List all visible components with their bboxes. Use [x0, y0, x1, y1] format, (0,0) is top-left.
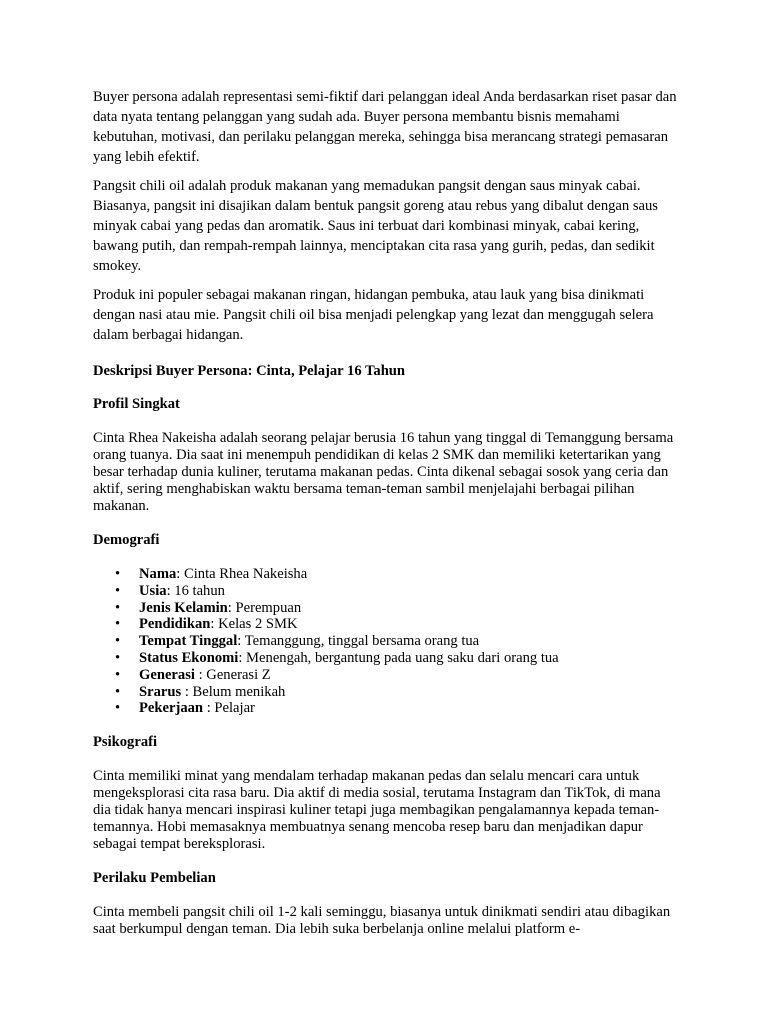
- demografi-value: : Menengah, bergantung pada uang saku dari orang tua: [238, 649, 559, 666]
- perilaku-heading: Perilaku Pembelian: [93, 870, 216, 887]
- bullet-icon: •: [115, 700, 121, 717]
- demografi-item-jenis-kelamin: [115, 599, 680, 617]
- demografi-item-status-ekonomi: [115, 649, 680, 667]
- demografi-value: : Kelas 2 SMK: [210, 616, 298, 633]
- psikografi-text: Cinta memiliki minat yang mendalam terhadap makanan pedas dan selalu mencari cara untuk mengeksplorasi cita rasa baru. Dia aktif di media sosial, terutama Instagram dan TikTok, di mana dia tidak hanya mencari inspirasi kuliner tetapi juga membagikan pengalamannya kepada teman-temannya. Hobi memasaknya membuatnya senang mencoba resep baru dan menjadikan dapur sebagai tempat bereksplorasi.: [93, 768, 661, 853]
- demografi-value: : Perempuan: [227, 599, 302, 616]
- demografi-value: : 16 tahun: [166, 582, 225, 599]
- demografi-heading: Demografi: [93, 532, 160, 548]
- perilaku-text: Cinta membeli pangsit chili oil 1-2 kali seminggu, biasanya untuk dinikmati sendiri atau dibagikan saat berkumpul dengan teman. Dia lebih suka berbelanja online melalui platform e-: [93, 904, 671, 938]
- psikografi-heading: Psikografi: [93, 734, 158, 751]
- profil-heading: Profil Singkat: [93, 396, 180, 412]
- demografi-term: Pekerjaan: [139, 700, 204, 717]
- intro-paragraph-2: Pangsit chili oil adalah produk makanan yang memadukan pangsit dengan saus minyak cabai. Biasanya, pangsit ini disajikan dalam bentuk pangsit goreng atau rebus yang dibalut dengan saus minyak cabai yang pedas dan aromatik. Saus ini terbuat dari kombinasi minyak, cabai kering, bawang putih, dan rempah-rempah lainnya, menciptakan cita rasa yang gurih, pedas, dan sedikit smokey.: [93, 178, 658, 274]
- demografi-item-srarus: [115, 683, 680, 701]
- demografi-item-generasi: [115, 666, 680, 684]
- bullet-icon: •: [115, 649, 121, 666]
- demografi-term: Tempat Tinggal: [139, 633, 238, 650]
- demografi-term: Usia: [139, 582, 167, 599]
- demografi-value: : Generasi Z: [194, 666, 271, 683]
- demografi-item-pendidikan: [115, 616, 680, 633]
- demografi-term: Srarus: [139, 683, 182, 700]
- bullet-icon: •: [115, 566, 121, 582]
- bullet-icon: •: [115, 582, 121, 599]
- demografi-term: Jenis Kelamin: [139, 599, 228, 616]
- demografi-term: Status Ekonomi: [139, 649, 239, 666]
- demografi-value: : Belum menikah: [181, 683, 286, 700]
- demografi-value: : Temanggung, tinggal bersama orang tua: [237, 633, 480, 650]
- profil-text: Cinta Rhea Nakeisha adalah seorang pelajar berusia 16 tahun yang tinggal di Temanggung bersama orang tuanya. Dia saat ini menempuh pendidikan di kelas 2 SMK dan memiliki ketertarikan yang besar terhadap dunia kuliner, terutama makanan pedas. Cinta dikenal sebagai sosok yang ceria dan aktif, sering menghabiskan waktu bersama teman-teman sambil menjelajahi berbagai pilihan makanan.: [93, 430, 674, 514]
- bullet-icon: •: [115, 633, 121, 650]
- bullet-icon: •: [115, 599, 121, 616]
- intro-paragraph-1: Buyer persona adalah representasi semi-fiktif dari pelanggan ideal Anda berdasarkan riset pasar dan data nyata tentang pelanggan yang sudah ada. Buyer persona membantu bisnis memahami kebutuhan, motivasi, dan perilaku pelanggan mereka, sehingga bisa merancang strategi pemasaran yang lebih efektif.: [93, 89, 677, 165]
- demografi-value: : Pelajar: [203, 700, 255, 717]
- intro-paragraph-3: Produk ini populer sebagai makanan ringan, hidangan pembuka, atau lauk yang bisa dinikmati dengan nasi atau mie. Pangsit chili oil bisa menjadi pelengkap yang lezat dan menggugah selera dalam berbagai hidangan.: [93, 287, 654, 343]
- demografi-item-nama: [115, 566, 680, 583]
- demografi-item-pekerjaan: [115, 700, 680, 717]
- demografi-item-tempat-tinggal: [115, 633, 680, 650]
- demografi-term: Nama: [139, 566, 177, 582]
- bullet-icon: •: [115, 616, 121, 633]
- bullet-icon: •: [115, 683, 121, 700]
- bullet-icon: •: [115, 666, 121, 683]
- demografi-value: : Cinta Rhea Nakeisha: [176, 566, 308, 582]
- demografi-list: [93, 566, 680, 717]
- persona-title: Deskripsi Buyer Persona: Cinta, Pelajar 16 Tahun: [93, 363, 406, 379]
- demografi-term: Generasi: [139, 666, 195, 683]
- demografi-item-usia: [115, 582, 680, 600]
- demografi-term: Pendidikan: [139, 616, 211, 633]
